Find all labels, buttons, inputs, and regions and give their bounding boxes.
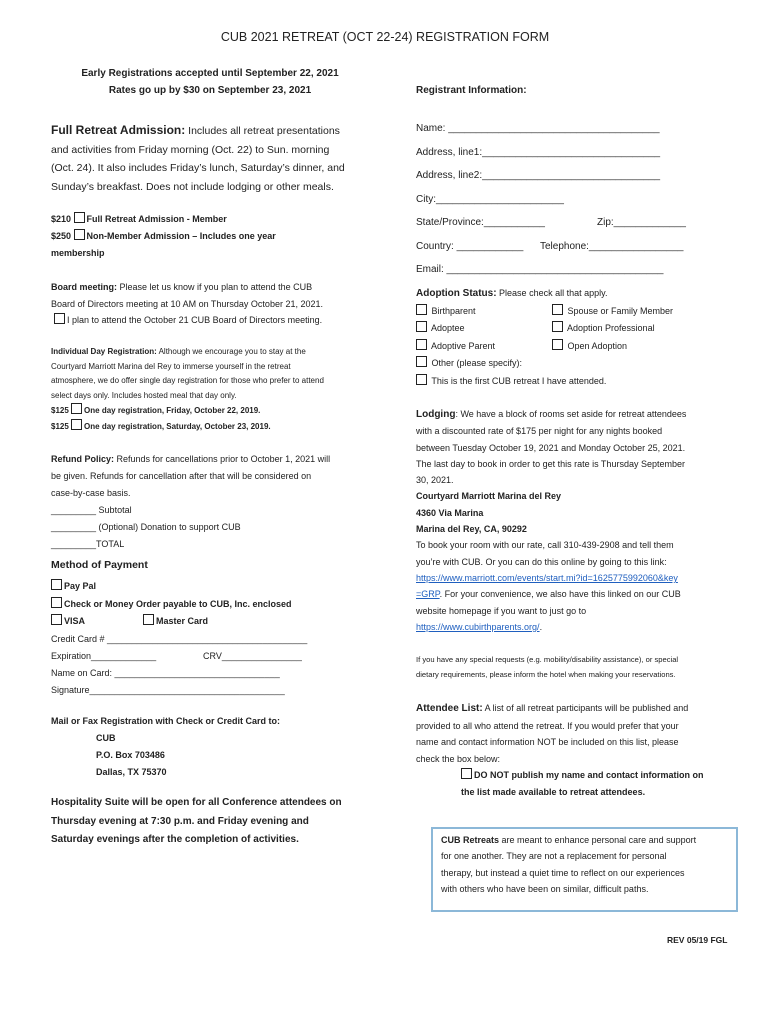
book-text-2: you’re with CUB. Or you can do this online by going to this link: <box>416 556 667 567</box>
adopt-option[interactable] <box>552 338 742 356</box>
paypal-option[interactable] <box>51 578 381 596</box>
do-not-publish-option[interactable] <box>416 767 746 784</box>
full-retreat-text-4: Sunday’s breakfast. Does not include lodging or other meals. <box>51 180 334 193</box>
check-checkbox[interactable] <box>51 597 62 608</box>
board-check-label: I plan to attend the October 21 CUB Board of Directors meeting. <box>67 315 323 325</box>
mastercard-option[interactable] <box>143 613 208 631</box>
adoption-options <box>416 303 746 356</box>
name-on-card-field[interactable]: Name on Card: _________________________________ <box>51 668 280 678</box>
adopt-label: Spouse or Family Member <box>567 305 674 316</box>
telephone-field[interactable]: Telephone:_________________ <box>540 240 684 252</box>
adopt-label: Adoptee <box>431 323 465 333</box>
saturday-checkbox[interactable] <box>71 419 82 430</box>
book-text-1: To book your room with our rate, call 310-439-2908 and tell them <box>416 540 674 551</box>
nonmember-price: $250 <box>51 231 74 241</box>
country-phone-row <box>416 235 736 259</box>
friday-price: $125 <box>51 406 72 416</box>
saturday-price: $125 <box>51 421 72 431</box>
friday-checkbox[interactable] <box>71 403 82 414</box>
revision-label: REV 05/19 FGL <box>667 935 728 945</box>
lodging-section <box>416 406 746 635</box>
registrant-fields <box>416 117 736 282</box>
mail-section <box>51 713 381 781</box>
mastercard-checkbox[interactable] <box>143 614 154 625</box>
visa-option[interactable] <box>51 613 143 631</box>
adopt-checkbox[interactable] <box>552 304 563 315</box>
visa-checkbox[interactable] <box>51 614 62 625</box>
address1-field[interactable]: Address, line1:________________________________ <box>416 146 661 158</box>
option-nonmember[interactable] <box>51 228 371 245</box>
crv-field[interactable]: CRV________________ <box>203 651 302 661</box>
adopt-checkbox[interactable] <box>416 339 427 350</box>
adopt-checkbox[interactable] <box>552 321 563 332</box>
visa-label: VISA <box>64 616 86 626</box>
adoption-sub: Please check all that apply. <box>496 288 608 298</box>
payment-options <box>51 578 381 631</box>
box-text-3: therapy, but instead a quiet time to reflect on our experiences <box>441 867 685 878</box>
day-registration-section <box>51 345 381 435</box>
box-text-4: with others who have been on similar, difficult paths. <box>441 883 649 894</box>
credit-card-field[interactable]: Credit Card # ________________________________________ <box>51 634 308 644</box>
day-text-2: Courtyard Marriott Marina del Rey to immerse yourself in the retreat <box>51 361 291 371</box>
state-field[interactable]: State/Province:___________ <box>416 217 545 228</box>
paypal-label: Pay Pal <box>64 581 97 591</box>
book-text-3: . For your convenience, we also have this linked on our CUB <box>439 589 681 600</box>
hospitality-1: Hospitality Suite will be open for all Conference attendees on <box>51 797 342 808</box>
adoption-section <box>416 285 746 390</box>
refund-text-1: Refunds for cancellations prior to October 1, 2021 will <box>114 454 331 464</box>
board-checkbox[interactable] <box>54 313 65 324</box>
full-retreat-text-3: (Oct. 24). It also includes Friday’s lunch, Saturday’s dinner, and <box>51 162 345 174</box>
lodging-text-1: : We have a block of rooms set aside for retreat attendees <box>455 409 687 419</box>
email-field[interactable]: Email: _______________________________________ <box>416 264 664 275</box>
lodging-text-5: 30, 2021. <box>416 475 454 486</box>
adoption-heading: Adoption Status: <box>416 288 497 299</box>
payment-heading: Method of Payment <box>51 559 148 571</box>
attendee-text-3: name and contact information NOT be included on this list, please <box>416 737 679 747</box>
adopt-option[interactable] <box>416 338 552 356</box>
donation-field[interactable]: _________ (Optional) Donation to support CUB <box>51 522 241 532</box>
mail-line-2: P.O. Box 703486 <box>96 750 165 760</box>
box-heading: CUB Retreats <box>441 835 500 845</box>
board-meeting-section <box>51 279 381 329</box>
full-retreat-heading: Full Retreat Admission: <box>51 123 186 137</box>
book-text-5: . <box>539 621 543 632</box>
full-retreat-section <box>51 121 381 196</box>
adopt-label: Adoption Professional <box>567 323 655 333</box>
address2-field[interactable]: Address, line2:________________________________ <box>416 170 661 181</box>
day-text-3: atmosphere, we do offer single day registration for those who prefer to attend <box>51 376 324 386</box>
full-retreat-text-1: Includes all retreat presentations <box>185 125 340 137</box>
mastercard-label: Master Card <box>156 616 209 626</box>
do-not-publish-1: DO NOT publish my name and contact information on <box>474 770 704 780</box>
early-registration-notice <box>50 65 370 99</box>
adopt-first-option[interactable] <box>416 373 746 391</box>
adopt-first-label: This is the first CUB retreat I have attended. <box>431 375 607 386</box>
lodging-text-4: The last day to book in order to get this rate is Thursday September <box>416 458 685 469</box>
marriott-link[interactable]: https://www.marriott.com/events/start.mi?id=1625775992060&key <box>416 572 678 583</box>
day-heading: Individual Day Registration: <box>51 347 157 356</box>
hotel-address-1: 4360 Via Marina <box>416 507 484 518</box>
marriott-link-tail[interactable]: =GRP <box>416 589 440 600</box>
adoption-heading-line <box>416 285 746 303</box>
attendee-heading: Attendee List: <box>416 703 483 714</box>
hotel-address-2: Marina del Rey, CA, 90292 <box>416 524 527 535</box>
full-retreat-text-2: and activities from Friday morning (Oct. 22) to Sun. morning <box>51 143 330 156</box>
board-attend-option[interactable] <box>51 312 381 329</box>
member-checkbox[interactable] <box>74 212 85 223</box>
adopt-checkbox[interactable] <box>416 321 427 332</box>
mail-heading: Mail or Fax Registration with Check or Credit Card to: <box>51 716 281 726</box>
total-field[interactable]: _________TOTAL <box>51 539 125 549</box>
refund-text-3: case-by-case basis. <box>51 488 131 498</box>
box-text-1: are meant to enhance personal care and support <box>499 835 697 845</box>
state-zip-row <box>416 211 736 235</box>
nonmember-label-2: membership <box>51 248 105 258</box>
hotel-name: Courtyard Marriott Marina del Rey <box>416 491 562 502</box>
board-heading: Board meeting: <box>51 282 118 292</box>
member-label: Full Retreat Admission - Member <box>86 214 227 224</box>
adopt-other-label: Other (please specify): <box>431 358 523 368</box>
cub-website-link[interactable]: https://www.cubirthparents.org/ <box>416 621 540 632</box>
adopt-first-checkbox[interactable] <box>416 374 427 385</box>
lodging-text-2: with a discounted rate of $175 per night for any nights booked <box>416 426 663 437</box>
adopt-label: Open Adoption <box>567 340 628 351</box>
subtotal-field[interactable]: _________ Subtotal <box>51 505 132 515</box>
adopt-option[interactable] <box>416 320 552 338</box>
nonmember-label: Non-Member Admission – Includes one year <box>86 231 276 241</box>
early-line-1: Early Registrations accepted until September 22, 2021 <box>81 68 339 79</box>
adopt-option[interactable] <box>552 303 742 321</box>
day-friday-option[interactable] <box>51 403 381 419</box>
attendee-section <box>416 700 746 800</box>
board-text-1: Please let us know if you plan to attend the CUB <box>117 282 313 292</box>
adopt-other-checkbox[interactable] <box>416 356 427 367</box>
lodging-text-3: between Tuesday October 19, 2021 and Monday October 25, 2021. <box>416 442 686 453</box>
early-line-2: Rates go up by $30 on September 23, 2021 <box>108 85 312 96</box>
zip-field[interactable]: Zip:_____________ <box>597 217 686 228</box>
book-text-4: website homepage if you want to just go to <box>416 605 587 616</box>
expiration-row <box>51 648 391 665</box>
special-2: dietary requirements, please inform the hotel when making your reservations. <box>416 669 676 679</box>
paypal-checkbox[interactable] <box>51 579 62 590</box>
registrant-heading: Registrant Information: <box>416 85 527 96</box>
adopt-label: Adoptive Parent <box>431 340 496 351</box>
refund-heading: Refund Policy: <box>51 454 115 464</box>
city-field[interactable]: City:_______________________ <box>416 193 564 205</box>
mail-address <box>51 730 381 781</box>
member-price: $210 <box>51 214 74 224</box>
book-line-grp <box>416 586 746 602</box>
special-requests <box>416 653 756 682</box>
adopt-checkbox[interactable] <box>416 304 427 315</box>
board-text-2: Board of Directors meeting at 10 AM on Thursday October 21, 2021. <box>51 298 323 309</box>
hospitality-3: Saturday evenings after the completion of activities. <box>51 834 299 845</box>
admission-options <box>51 211 371 262</box>
attendee-text-4: check the box below: <box>416 753 501 764</box>
day-text-1: Although we encourage you to stay at the <box>156 347 306 356</box>
adopt-option[interactable] <box>552 320 742 338</box>
hospitality-2: Thursday evening at 7:30 p.m. and Friday evening and <box>51 815 309 827</box>
hospitality-section <box>51 794 391 850</box>
adopt-other-option[interactable] <box>416 355 746 373</box>
day-saturday-option[interactable] <box>51 419 381 435</box>
day-text-4: select days only. Includes hosted meal that day only. <box>51 390 237 400</box>
check-option[interactable] <box>51 596 381 614</box>
saturday-label: One day registration, Saturday, October 23, 2019. <box>84 421 271 431</box>
adopt-option[interactable] <box>416 303 552 321</box>
nonmember-checkbox[interactable] <box>74 229 85 240</box>
check-label: Check or Money Order payable to CUB, Inc. enclosed <box>64 598 292 609</box>
name-field[interactable]: Name: ______________________________________ <box>416 123 660 134</box>
lodging-heading: Lodging <box>416 409 456 420</box>
cub-retreats-box <box>431 827 738 912</box>
special-1: If you have any special requests (e.g. mobility/disability assistance), or special <box>416 655 679 664</box>
refund-text-2: be given. Refunds for cancellation after that will be considered on <box>51 471 312 481</box>
option-member[interactable] <box>51 211 371 228</box>
book-line-cub <box>416 619 746 635</box>
country-field[interactable]: Country: ____________ <box>416 240 524 252</box>
card-options <box>51 613 381 631</box>
do-not-publish-checkbox[interactable] <box>461 768 472 779</box>
refund-section <box>51 451 381 553</box>
adopt-checkbox[interactable] <box>552 339 563 350</box>
box-text-2: for one another. They are not a replacement for personal <box>441 851 667 862</box>
signature-field[interactable]: Signature_______________________________________ <box>51 685 285 695</box>
page-title: CUB 2021 RETREAT (OCT 22-24) REGISTRATION FORM <box>220 30 550 44</box>
attendee-text-1: A list of all retreat participants will be published and <box>482 703 689 713</box>
do-not-publish-2: the list made available to retreat attendees. <box>461 786 646 797</box>
friday-label: One day registration, Friday, October 22, 2019. <box>84 406 261 416</box>
expiration-field[interactable]: Expiration_____________ <box>51 651 157 661</box>
adopt-label: Birthparent <box>431 305 476 316</box>
card-details <box>51 631 391 699</box>
mail-line-3: Dallas, TX 75370 <box>96 767 167 777</box>
attendee-text-2: provided to all who attend the retreat. If you would prefer that your <box>416 720 679 731</box>
mail-line-1: CUB <box>96 733 116 743</box>
